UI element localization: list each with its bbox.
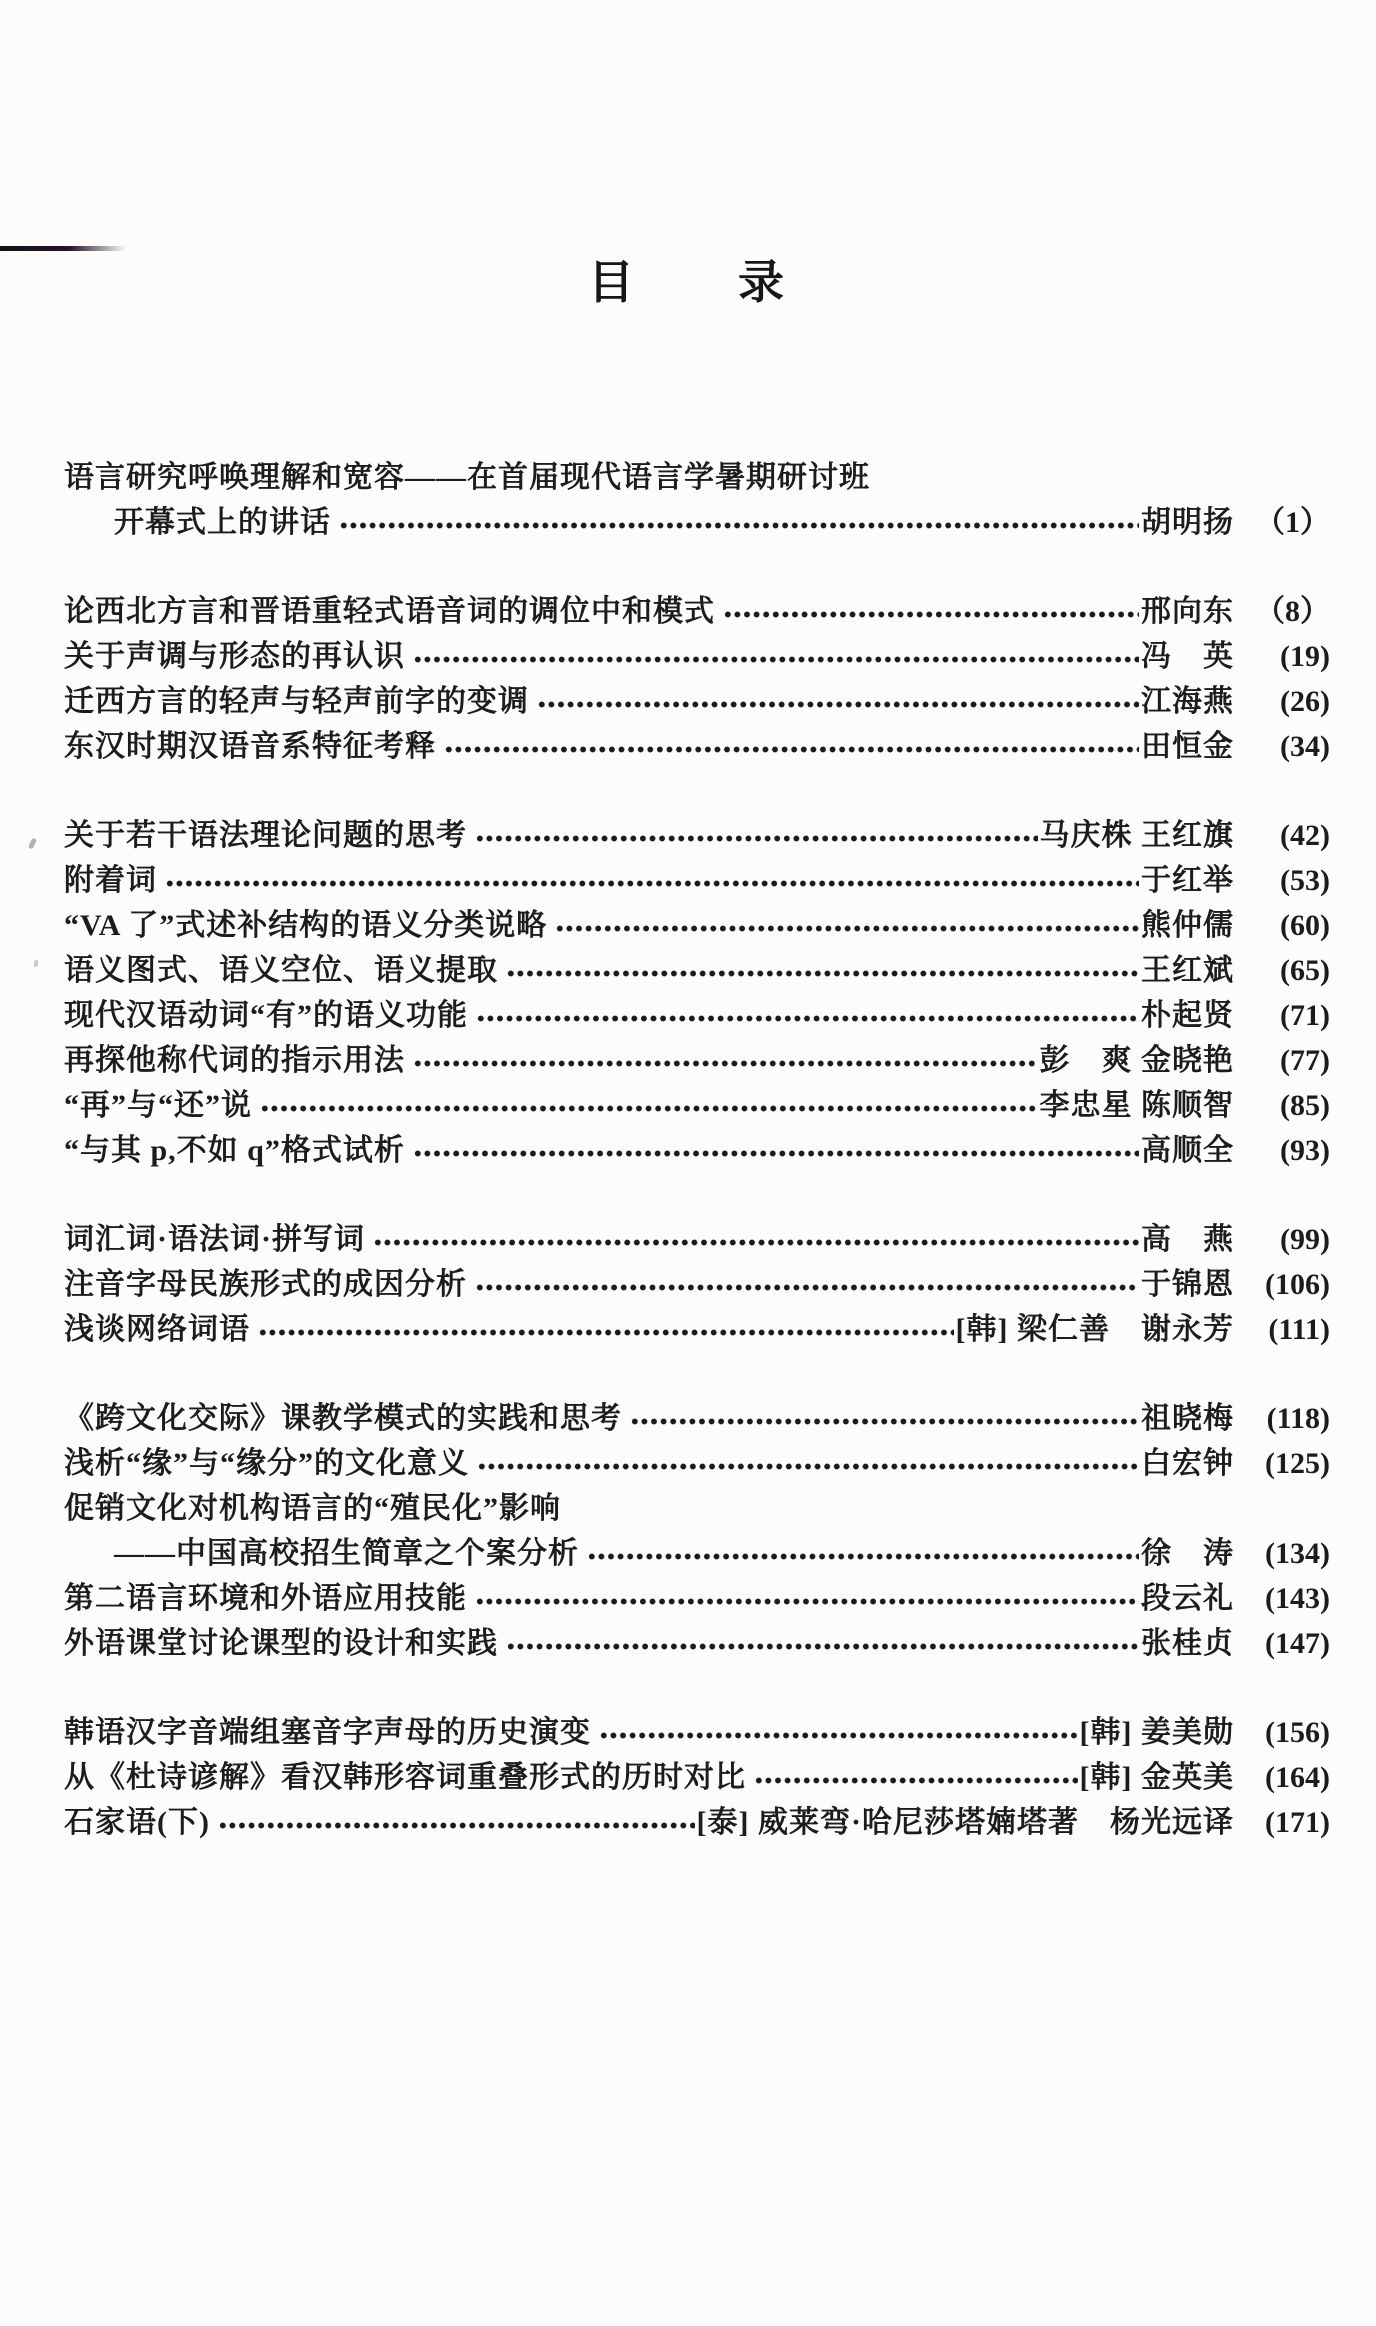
entry-page-number: (99) [1280, 1223, 1330, 1256]
entry-page-number: (111) [1268, 1313, 1330, 1346]
dot-leader-icon [476, 1015, 1139, 1022]
entry-title: 关于若干语法理论问题的思考 [64, 819, 467, 852]
toc-entry [64, 676, 1330, 721]
dot-leader-icon [339, 522, 1139, 529]
table-of-contents [64, 452, 1330, 1842]
entry-title: 注音字母民族形式的成因分析 [64, 1268, 467, 1301]
entry-page-number: （8） [1255, 595, 1330, 628]
dot-leader-icon [477, 1463, 1139, 1470]
entry-author: [韩] 金英美 [1079, 1761, 1234, 1794]
dot-leader-icon [754, 1777, 1078, 1784]
entry-author: 高顺全 [1141, 1134, 1234, 1167]
entry-author: 邢向东 [1141, 595, 1234, 628]
entry-author: 熊仲儒 [1141, 909, 1234, 942]
entry-author: 胡明扬 [1141, 506, 1234, 539]
scan-artifact-top-edge [0, 246, 126, 251]
dot-leader-icon [475, 1284, 1139, 1291]
entry-title: 语义图式、语义空位、语义提取 [64, 954, 498, 987]
entry-author: 于锦恩 [1141, 1268, 1234, 1301]
entry-author: 段云礼 [1141, 1582, 1234, 1615]
dot-leader-icon [218, 1822, 695, 1829]
page-title: 目 录 [588, 257, 788, 308]
entry-author: 马庆株 王红旗 [1039, 819, 1234, 852]
entry-title: 外语课堂讨论课型的设计和实践 [64, 1627, 498, 1660]
dot-leader-icon [537, 701, 1139, 708]
entry-page-number: (156) [1265, 1716, 1330, 1749]
entry-page-number: (93) [1280, 1134, 1330, 1167]
entry-title: 浅谈网络词语 [64, 1313, 250, 1346]
toc-entry [64, 1259, 1330, 1304]
toc-entry [64, 1080, 1330, 1125]
dot-leader-icon [555, 925, 1139, 932]
scan-artifact-speck [33, 960, 38, 968]
entry-title: 从《杜诗谚解》看汉韩形容词重叠形式的历时对比 [64, 1761, 746, 1794]
dot-leader-icon [373, 1239, 1139, 1246]
toc-entry [64, 1483, 1330, 1528]
toc-entry [64, 721, 1330, 766]
toc-entry [64, 1752, 1330, 1797]
entry-author: 于红举 [1141, 864, 1234, 897]
entry-page-number: （1） [1255, 506, 1330, 539]
entry-author: [泰] 威莱弯·哈尼莎塔婻塔著 杨光远译 [696, 1806, 1234, 1839]
toc-entry [64, 1393, 1330, 1438]
entry-page-number: (60) [1280, 909, 1330, 942]
entry-author: 白宏钟 [1141, 1447, 1234, 1480]
toc-entry [64, 1214, 1330, 1259]
entry-author: 徐 涛 [1141, 1537, 1234, 1570]
entry-page-number: (118) [1266, 1402, 1330, 1435]
dot-leader-icon [475, 835, 1038, 842]
toc-entry [64, 1035, 1330, 1080]
entry-author: 田恒金 [1141, 730, 1234, 763]
entry-page-number: (34) [1280, 730, 1330, 763]
entry-author: 彭 爽 金晓艳 [1039, 1044, 1234, 1077]
toc-entry [64, 1438, 1330, 1483]
entry-page-number: (134) [1265, 1537, 1330, 1570]
dot-leader-icon [258, 1329, 954, 1336]
entry-page-number: (164) [1265, 1761, 1330, 1794]
toc-entry [64, 631, 1330, 676]
entry-title: “VA 了”式述补结构的语义分类说略 [64, 909, 548, 942]
toc-entry [64, 990, 1330, 1035]
entry-author: 祖晓梅 [1141, 1402, 1234, 1435]
entry-author: 江海燕 [1141, 685, 1234, 718]
toc-entry [64, 1573, 1330, 1618]
toc-entry [64, 1707, 1330, 1752]
toc-entry [64, 1125, 1330, 1170]
dot-leader-icon [587, 1553, 1139, 1560]
entry-author: [韩] 梁仁善 谢永芳 [955, 1313, 1234, 1346]
toc-entry [64, 810, 1330, 855]
entry-page-number: (42) [1280, 819, 1330, 852]
entry-author: 朴起贤 [1141, 999, 1234, 1032]
entry-title: 迁西方言的轻声与轻声前字的变调 [64, 685, 529, 718]
entry-page-number: (53) [1280, 864, 1330, 897]
dot-leader-icon [599, 1732, 1078, 1739]
entry-author: 王红斌 [1141, 954, 1234, 987]
entry-title: 现代汉语动词“有”的语义功能 [64, 999, 468, 1032]
entry-title: 语言研究呼唤理解和宽容——在首届现代语言学暑期研讨班 [64, 461, 870, 494]
entry-author: 冯 英 [1141, 640, 1234, 673]
entry-page-number: (171) [1265, 1806, 1330, 1839]
entry-author: 高 燕 [1141, 1223, 1234, 1256]
dot-leader-icon [506, 1643, 1139, 1650]
scan-artifact-speck [28, 837, 37, 849]
dot-leader-icon [444, 746, 1139, 753]
entry-title: 开幕式上的讲话 [114, 506, 331, 539]
dot-leader-icon [413, 1150, 1139, 1157]
entry-author: [韩] 姜美勋 [1079, 1716, 1234, 1749]
toc-entry [64, 900, 1330, 945]
toc-entry [64, 1528, 1330, 1573]
entry-title: 关于声调与形态的再认识 [64, 640, 405, 673]
entry-title: 词汇词·语法词·拼写词 [64, 1223, 366, 1256]
entry-author: 李忠星 陈顺智 [1039, 1089, 1234, 1122]
entry-title: 论西北方言和晋语重轻式语音词的调位中和模式 [64, 595, 715, 628]
entry-page-number: (19) [1280, 640, 1330, 673]
entry-page-number: (106) [1265, 1268, 1330, 1301]
entry-author: 张桂贞 [1141, 1627, 1234, 1660]
dot-leader-icon [630, 1418, 1139, 1425]
entry-page-number: (71) [1280, 999, 1330, 1032]
toc-entry [64, 1797, 1330, 1842]
entry-page-number: (85) [1280, 1089, 1330, 1122]
entry-page-number: (143) [1265, 1582, 1330, 1615]
entry-page-number: (26) [1280, 685, 1330, 718]
toc-entry [64, 1618, 1330, 1663]
entry-title: 促销文化对机构语言的“殖民化”影响 [64, 1492, 561, 1525]
entry-title: “与其 p,不如 q”格式试析 [64, 1134, 405, 1167]
dot-leader-icon [260, 1105, 1038, 1112]
entry-page-number: (125) [1265, 1447, 1330, 1480]
entry-title: 石家语(下) [64, 1806, 210, 1839]
dot-leader-icon [413, 1060, 1038, 1067]
entry-page-number: (147) [1265, 1627, 1330, 1660]
entry-page-number: (65) [1280, 954, 1330, 987]
entry-title: 韩语汉字音端组塞音字声母的历史演变 [64, 1716, 591, 1749]
entry-title: ——中国高校招生简章之个案分析 [114, 1537, 579, 1570]
dot-leader-icon [413, 656, 1139, 663]
entry-title: 浅析“缘”与“缘分”的文化意义 [64, 1447, 469, 1480]
toc-entry [64, 586, 1330, 631]
dot-leader-icon [165, 880, 1139, 887]
toc-entry [64, 855, 1330, 900]
dot-leader-icon [506, 970, 1139, 977]
entry-title: 《跨文化交际》课教学模式的实践和思考 [64, 1402, 622, 1435]
entry-title: “再”与“还”说 [64, 1089, 252, 1122]
entry-title: 东汉时期汉语音系特征考释 [64, 730, 436, 763]
toc-entry [64, 1304, 1330, 1349]
entry-title: 再探他称代词的指示用法 [64, 1044, 405, 1077]
dot-leader-icon [475, 1598, 1139, 1605]
toc-entry [64, 945, 1330, 990]
toc-entry [64, 497, 1330, 542]
dot-leader-icon [723, 611, 1139, 618]
entry-page-number: (77) [1280, 1044, 1330, 1077]
entry-title: 附着词 [64, 864, 157, 897]
entry-title: 第二语言环境和外语应用技能 [64, 1582, 467, 1615]
toc-entry [64, 452, 1330, 497]
